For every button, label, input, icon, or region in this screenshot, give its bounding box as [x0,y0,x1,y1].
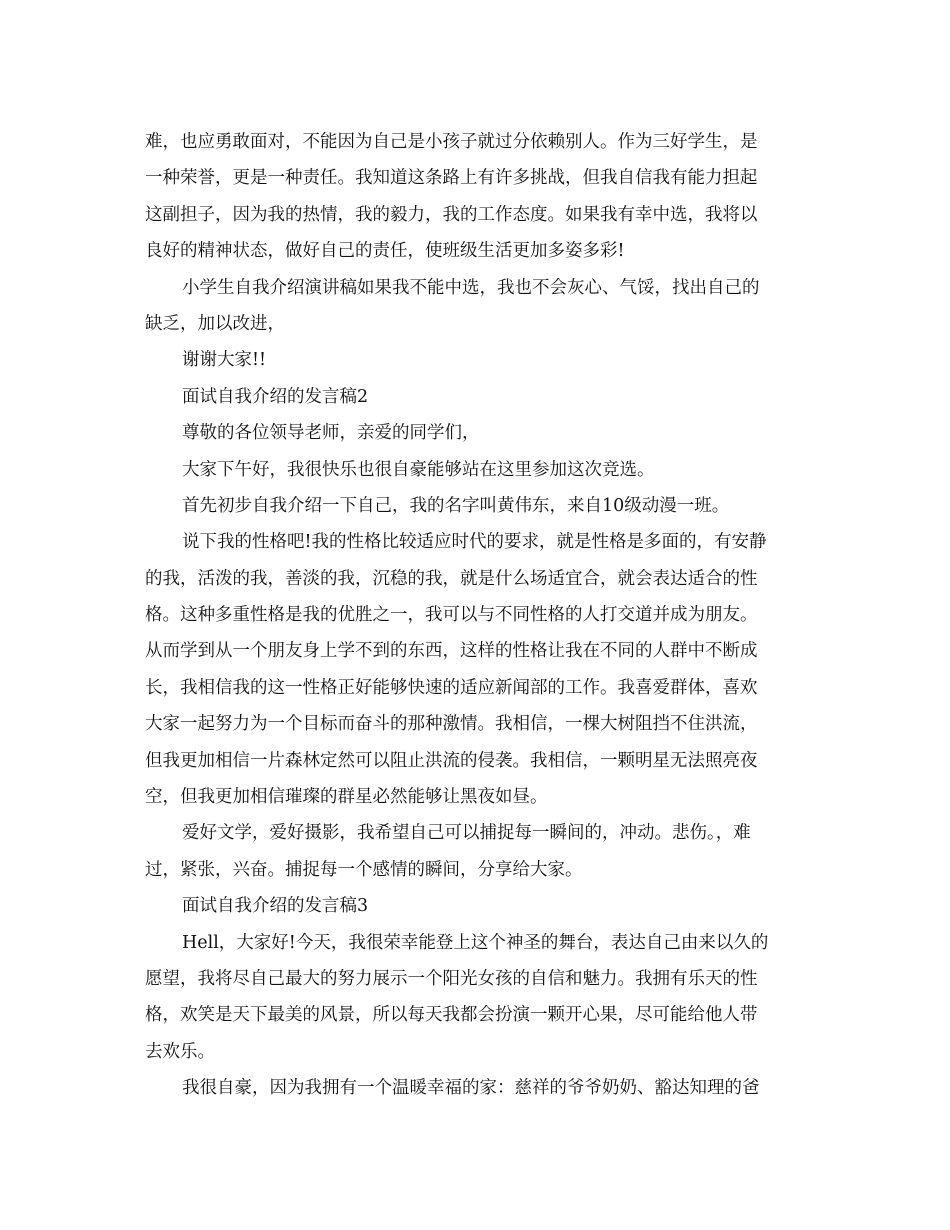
text-line: 大家一起努力为一个目标而奋斗的那种激情。我相信，一棵大树阻挡不住洪流， [145,714,758,735]
text-line: 谢谢大家!! [182,350,267,371]
paragraph [145,815,810,888]
text-line: 愿望，我将尽自己最大的努力展示一个阳光女孩的自信和魅力。我拥有乐天的性 [145,968,758,989]
text-line: 从而学到从一个朋友身上学不到的东西，这样的性格让我在不同的人群中不断成 [145,641,758,662]
text-line: 说下我的性格吧!我的性格比较适应时代的要求，就是性格是多面的，有安静 [182,532,767,553]
text-line: 小学生自我介绍演讲稿如果我不能中选，我也不会灰心、气馁，找出自己的 [182,277,760,298]
text-line: Hell，大家好!今天，我很荣幸能登上这个神圣的舞台，表达自己由来以久的 [182,932,769,953]
document-body [145,124,810,1107]
text-line: 良好的精神状态，做好自己的责任，使班级生活更加多姿多彩! [145,241,625,262]
text-line: 空，但我更加相信璀璨的群星必然能够让黑夜如昼。 [145,787,548,808]
paragraph-continuation [145,124,810,270]
text-line: 首先初步自我介绍一下自己，我的名字叫黄伟东，来自10级动漫一班。 [182,495,730,516]
text-line: 这副担子，因为我的热情，我的毅力，我的工作态度。如果我有幸中选，我将以 [145,204,758,225]
text-line: 格。这种多重性格是我的优胜之一，我可以与不同性格的人打交道并成为朋友。 [145,605,758,626]
text-line: 爱好文学，爱好摄影，我希望自己可以捕捉每一瞬间的，冲动。悲伤。，难 [182,823,751,844]
paragraph [145,1070,810,1106]
text-line: 大家下午好，我很快乐也很自豪能够站在这里参加这次竞选。 [182,459,655,480]
section-heading [145,888,810,924]
section-heading [145,379,810,415]
text-line: 长，我相信我的这一性格正好能够快速的适应新闻部的工作。我喜爱群体，喜欢 [145,677,758,698]
paragraph [145,925,810,1071]
text-line: 的我，活泼的我，善淡的我，沉稳的我，就是什么场适宜合，就会表达适合的性 [145,568,758,589]
text-line: 去欢乐。 [145,1041,215,1062]
text-line: 一种荣誉，更是一种责任。我知道这条路上有许多挑战，但我自信我有能力担起 [145,168,758,189]
paragraph-closing [145,342,810,378]
paragraph [145,270,810,343]
text-line: 过，紧张，兴奋。捕捉每一个感情的瞬间，分享给大家。 [145,859,583,880]
text-line: 尊敬的各位领导老师，亲爱的同学们， [182,423,480,444]
text-line: 格，欢笑是天下最美的风景，所以每天我都会扮演一颗开心果，尽可能给他人带 [145,1005,758,1026]
paragraph [145,452,810,488]
text-line: 我很自豪，因为我拥有一个温暖幸福的家：慈祥的爷爷奶奶、豁达知理的爸 [182,1078,760,1099]
heading-text: 面试自我介绍的发言稿2 [182,386,369,407]
text-line: 难，也应勇敢面对，不能因为自己是小孩子就过分依赖别人。作为三好学生，是 [145,132,758,152]
heading-text: 面试自我介绍的发言稿3 [182,896,369,917]
text-line: 但我更加相信一片森林定然可以阻止洪流的侵袭。我相信，一颗明星无法照亮夜 [145,750,758,771]
paragraph [145,488,810,524]
text-line: 缺乏，加以改进， [145,313,285,334]
paragraph-salutation [145,415,810,451]
paragraph [145,524,810,815]
